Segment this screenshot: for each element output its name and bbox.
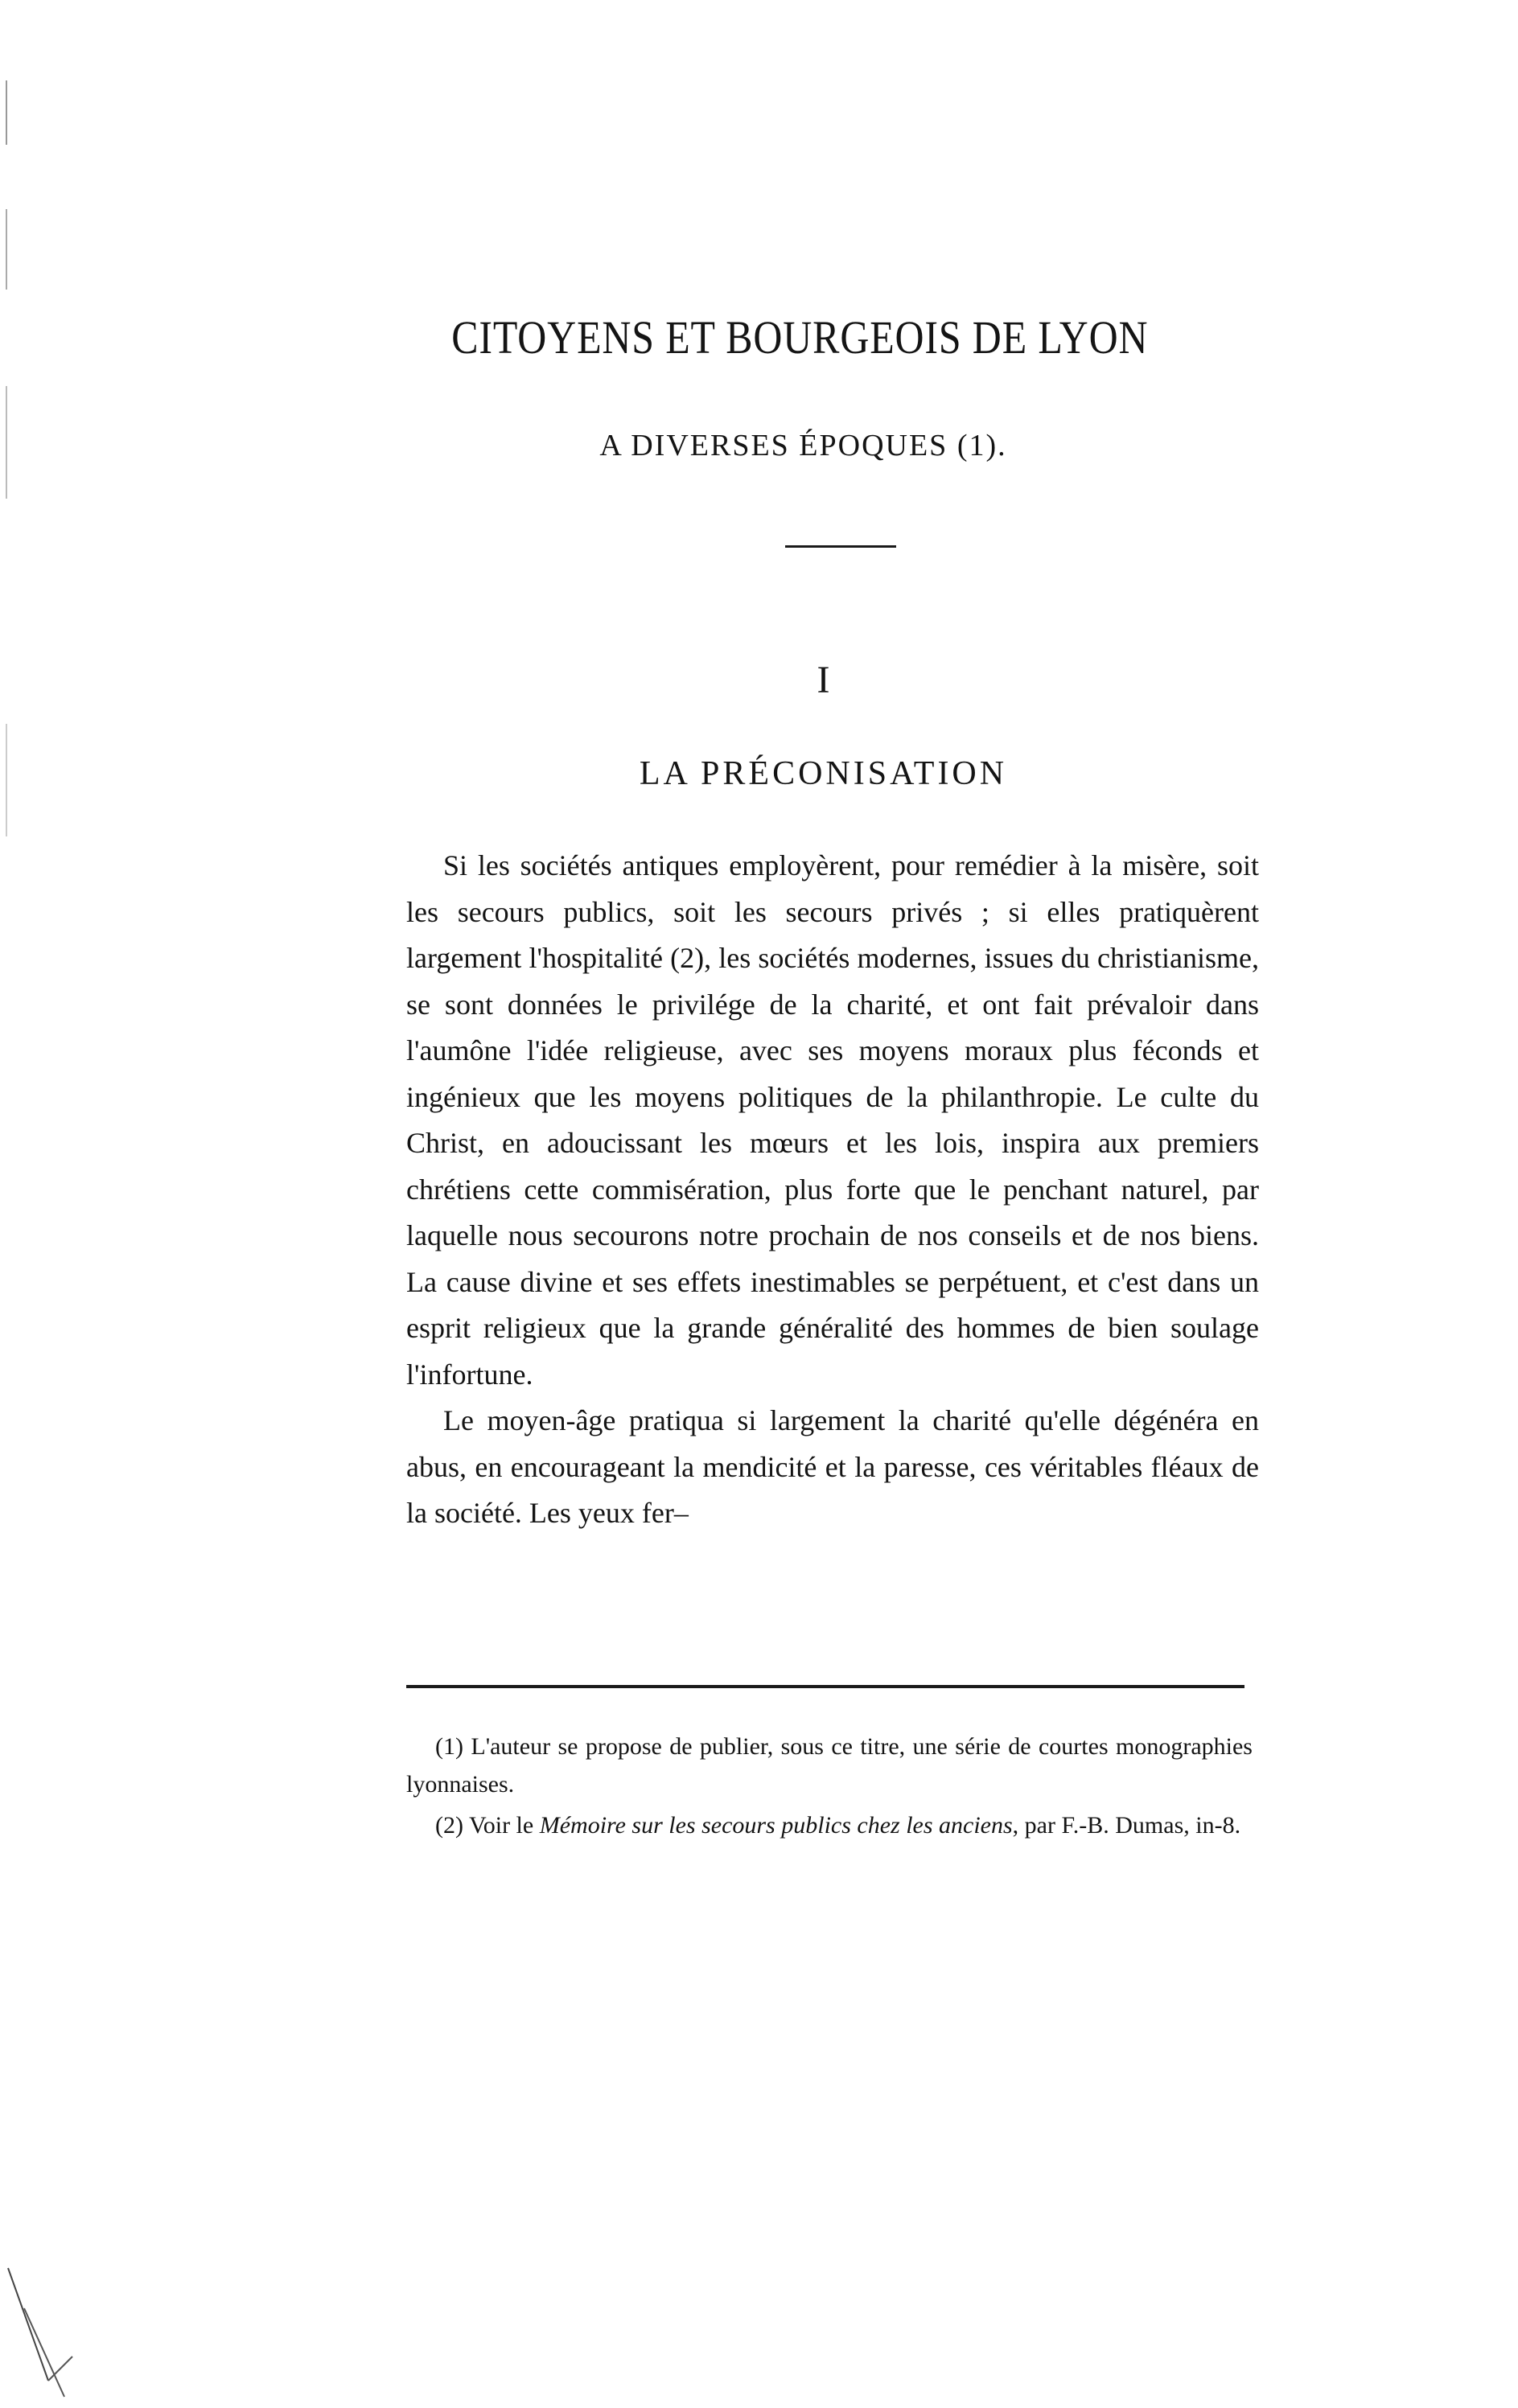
footnote-1: (1) L'auteur se propose de publier, sous ce titre, une série de courtes monographies lyonnaises. [406, 1733, 1253, 1798]
section-number: I [817, 659, 830, 701]
body-text [406, 843, 1259, 1537]
page-title: CITOYENS ET BOURGEOIS DE LYON [451, 311, 1149, 364]
footnote-2-prefix: (2) Voir le [435, 1812, 540, 1839]
body-paragraph-2: Le moyen-âge pratiqua si largement la charité qu'elle dégénéra en abus, en encourageant la mendicité et la paresse, ces véritables fléaux de la société. Les yeux fer– [406, 1404, 1259, 1529]
footnote-2 [406, 1806, 1253, 1844]
page-subtitle: A DIVERSES ÉPOQUES (1). [599, 429, 1007, 462]
footnote-divider [406, 1685, 1244, 1688]
body-paragraph-1: Si les sociétés antiques employèrent, pour remédier à la misère, soit les secours publics, soit les secours privés ; si elles pratiquèrent largement l'hospitalité (2), les sociétés modernes, issues du christianisme, se sont données le privilége de la charité, et ont fait prévaloir dans l'aumône l'idée religieuse, avec ses moyens moraux plus féconds et ingénieux que les moyens politiques de la philanthropie. Le culte du Christ, en adoucissant les mœurs et les lois, inspira aux premiers chrétiens cette commisération, plus forte que le penchant naturel, par laquelle nous secourons notre prochain de nos conseils et de nos biens. La cause divine et ses effets inestimables se perpétuent, et c'est dans un esprit religieux que la grande généralité des hommes de bien soulage l'infortune. [406, 849, 1259, 1391]
footnotes [406, 1728, 1253, 1847]
title-divider [785, 545, 896, 548]
scan-corner-marks [0, 2236, 97, 2408]
section-title: LA PRÉCONISATION [639, 755, 1008, 792]
scan-edge-marks [0, 0, 16, 885]
footnote-2-suffix: , par F.-B. Dumas, in-8. [1012, 1812, 1241, 1839]
footnote-2-title: Mémoire sur les secours publics chez les anciens [539, 1812, 1013, 1839]
